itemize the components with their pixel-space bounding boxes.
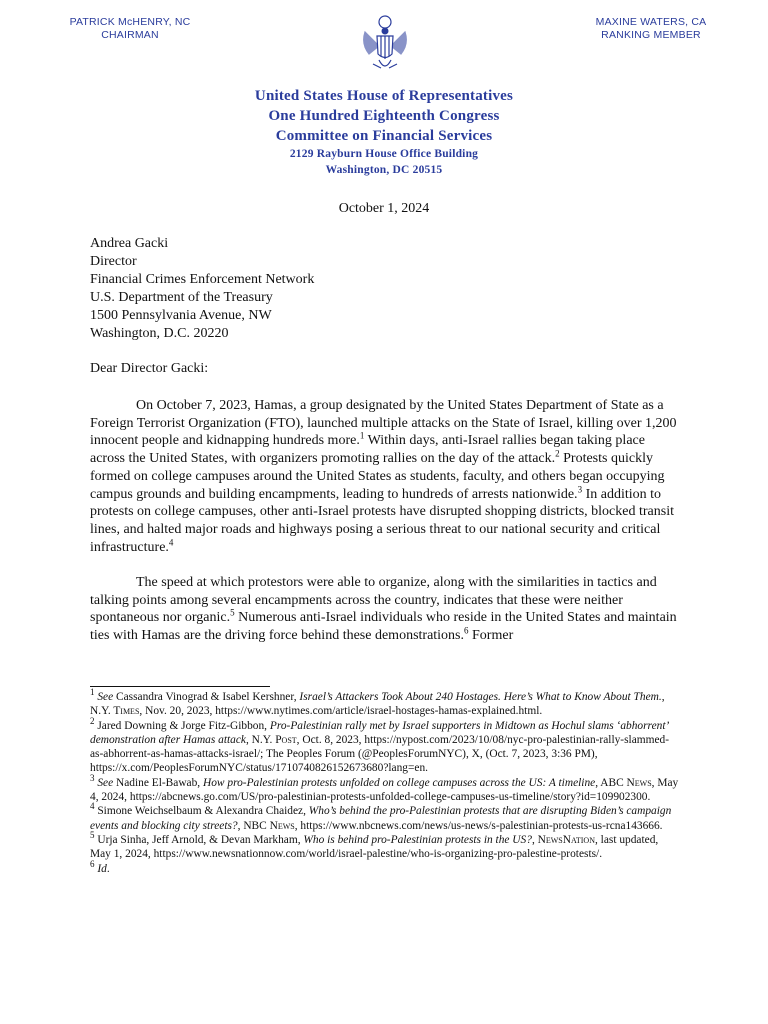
- footnote-6-id: Id: [97, 862, 107, 875]
- footnote-5-title: Who is behind pro-Palestinian protests in the US?: [303, 833, 532, 846]
- letterhead-building: 2129 Rayburn House Office Building: [289, 148, 479, 160]
- header-left: [40, 16, 220, 42]
- footnotes: [90, 687, 680, 876]
- footnote-1-pub-sc: imes: [120, 705, 140, 718]
- letterhead-city: Washington, DC 20515: [325, 164, 443, 176]
- footnote-3: [90, 772, 680, 805]
- footnote-5-pub-b-sc: ation: [570, 833, 595, 846]
- footnote-4: [90, 801, 680, 833]
- p1-sentence-2: Within days, anti-Israel rallies began taking place across the United States, with organizers promoting rallies on the day of the attack.: [90, 433, 645, 467]
- letterhead: [0, 86, 768, 178]
- footnote-3-rest: , May 4, 2024, https://abcnews.go.com/US/pro-palestinian-protests-unfolded-college-campuses-us-timeline/story?id=109902300.: [90, 776, 679, 804]
- footnote-ref-4: 4: [168, 536, 174, 547]
- footnote-2-pub-sc: ost: [281, 733, 297, 746]
- recipient-street: 1500 Pennsylvania Avenue, NW: [90, 308, 272, 323]
- recipient-title: Director: [90, 254, 137, 269]
- recipient-address: [90, 235, 314, 343]
- footnote-6: [90, 858, 680, 876]
- footnote-5-rest: , last updated, May 1, 2024, https://www.newsnationnow.com/world/israel-palestine/who-is-organizing-pro-palestine-protests/.: [90, 833, 659, 861]
- footnote-5-number: 5: [90, 830, 95, 841]
- footnote-2-rest: , Oct. 8, 2023, https://nypost.com/2023/10/08/nyc-pro-palestinian-rally-slammed-as-abhorrent-as-hamas-attacks-israel/; The Peoples Forum (@PeoplesForumNYC), X, (Oct. 7, 2023, 3:36 PM), https://x.com/PeoplesForumNYC/status/1710740826152673680?lang=en.: [90, 733, 670, 775]
- letterhead-house: United States House of Representatives: [254, 88, 514, 104]
- footnote-4-pub: , NBC N: [237, 819, 278, 832]
- great-seal-eagle-icon: [359, 14, 411, 76]
- footnote-6-rest: .: [106, 862, 110, 875]
- footnote-ref-6: 6: [464, 625, 469, 636]
- footnote-4-authors: Simone Weichselbaum & Alexandra Chaidez,: [94, 805, 309, 818]
- ranking-member-title: RANKING MEMBER: [601, 29, 701, 41]
- footnote-1-rest: , Nov. 20, 2023, https://www.nytimes.com/article/israel-hostages-hamas-explained.html.: [139, 705, 543, 718]
- footnote-ref-3: 3: [577, 483, 583, 494]
- footnote-divider: [90, 686, 270, 687]
- footnote-3-signal: See: [97, 776, 114, 789]
- letterhead-congress: One Hundred Eighteenth Congress: [268, 108, 500, 124]
- p2-sentence-3: Former: [468, 628, 514, 644]
- footnote-3-number: 3: [90, 772, 95, 783]
- header-right: [561, 16, 741, 42]
- p2-sentence-1: The speed at which protestors were able to organize, along with the similarities in tactics and talking points among several encampments across the country, indicates that these were neither spontaneous nor organic.: [90, 575, 657, 626]
- footnote-ref-5: 5: [230, 607, 235, 618]
- footnote-1-signal: See: [97, 691, 114, 703]
- footnote-3-authors: Nadine El-Bawab,: [113, 776, 204, 789]
- ranking-member-name: MAXINE WATERS, CA: [595, 16, 707, 28]
- body-paragraph-1: [90, 397, 680, 556]
- footnote-2-pub: , N.Y. P: [245, 733, 282, 746]
- footnote-3-pub: , ABC N: [595, 776, 635, 789]
- footnote-5: [90, 830, 680, 862]
- recipient-name: Andrea Gacki: [90, 236, 169, 251]
- footnote-3-pub-sc: ews: [634, 776, 652, 789]
- footnote-3-title: How pro-Palestinian protests unfolded on college campuses across the US: A timeline: [203, 776, 596, 789]
- salutation: Dear Director Gacki:: [90, 361, 209, 376]
- footnote-1: [90, 687, 680, 719]
- footnote-4-rest: , https://www.nbcnews.com/news/us-news/s-palestinian-protests-us-rcna143666.: [294, 819, 663, 832]
- footnote-1-pub: , N.Y. T: [90, 691, 665, 718]
- p1-sentence-3: Protests quickly formed on college campuses around the United States as students, faculty, and others began occupying campus grounds and building encampments, leading to hundreds of arrests nationwide.: [90, 451, 665, 502]
- recipient-org: Financial Crimes Enforcement Network: [90, 272, 315, 287]
- letterhead-committee: Committee on Financial Services: [275, 128, 493, 144]
- chairman-title: CHAIRMAN: [101, 29, 159, 41]
- chairman-name: PATRICK McHENRY, NC: [69, 16, 191, 28]
- footnote-1-number: 1: [90, 687, 95, 698]
- p1-sentence-1: On October 7, 2023, Hamas, a group designated by the United States Department of State as a Foreign Terrorist Organization (FTO), launched multiple attacks on the State of Israel, killing over 1,200 innocent people and kidnapping hundreds more.: [90, 398, 677, 449]
- recipient-city: Washington, D.C. 20220: [90, 326, 229, 341]
- footnote-5-authors: Urja Sinha, Jeff Arnold, & Devan Markham,: [94, 833, 304, 846]
- footnote-6-number: 6: [90, 858, 95, 869]
- footnote-ref-1: 1: [359, 430, 365, 441]
- footnote-1-authors: Cassandra Vinograd & Isabel Kershner,: [113, 691, 300, 703]
- recipient-dept: U.S. Department of the Treasury: [90, 290, 273, 305]
- footnote-2-authors: Jared Downing & Jorge Fitz-Gibbon,: [94, 719, 270, 732]
- footnote-4-title: Who’s behind the pro-Palestinian protests that are disrupting Biden’s campaign events and blocking city streets?: [90, 805, 672, 832]
- footnote-5-pub-b: N: [562, 833, 571, 846]
- footnote-2: [90, 715, 680, 776]
- footnote-1-title: Israel’s Attackers Took About 240 Hostages. Here’s What to Know About Them.: [299, 691, 662, 703]
- footnote-2-number: 2: [90, 715, 95, 726]
- footnote-5-pub: , N: [531, 833, 546, 846]
- letter-date: October 1, 2024: [338, 201, 430, 216]
- p2-sentence-2: Numerous anti-Israel individuals who reside in the United States and maintain ties with Hamas are the driving force behind these demonstrations.: [90, 610, 677, 644]
- body-paragraph-2: [90, 574, 680, 645]
- footnote-2-title: Pro-Palestinian rally met by Israel supporters in Midtown as Hochul slams ‘abhorrent’ demonstration after Hamas attack: [90, 719, 669, 746]
- p1-sentence-4: In addition to protests on college campuses, other anti-Israel protests have disrupted shopping districts, blocked transit lines, and halted major roads and highways posing a serious threat to our national security and critical infrastructure.: [90, 486, 674, 555]
- footnote-4-pub-sc: ews: [277, 819, 295, 832]
- footnote-ref-2: 2: [555, 448, 560, 459]
- footnote-5-pub-sc: ews: [545, 833, 563, 846]
- footnote-4-number: 4: [90, 801, 95, 812]
